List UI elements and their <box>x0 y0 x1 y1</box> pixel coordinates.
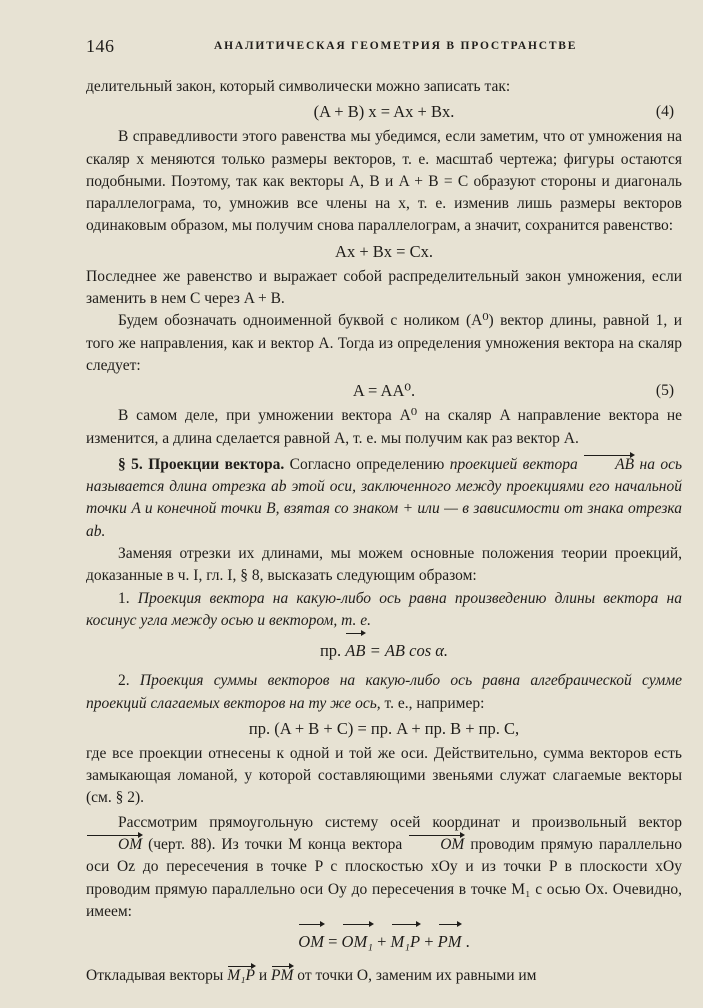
section-5-paragraph <box>86 454 682 543</box>
equation-projection-sum-text: пр. (A + B + C) = пр. A + пр. B + пр. C, <box>248 718 520 738</box>
paragraph-where: где все проекции отнесены к одной и той же оси. Действительно, сумма векторов есть замыкающая ломаной, у которой составляющими звеньями служат слагаемые векторы (см. § 2). <box>86 744 682 807</box>
consider-part-c: проводим прямую параллельно оси Oz до пересечения в точке P с плоскостью xOy и из точки P в плоскости xOy проводим прямую параллельно оси Oy до пересечения в точке M₁ с осью Ox. Очевидно, имеем: <box>86 836 682 920</box>
paragraph-intro: делительный закон, который символически можно записать так: <box>86 78 511 95</box>
equation-4-number: (4) <box>655 103 674 121</box>
equation-om-term-2: M₁P <box>391 923 421 961</box>
list-item-1-number: 1. <box>118 589 130 607</box>
equation-5-number: (5) <box>655 382 674 400</box>
definition-part-1: проекцией вектора <box>449 455 578 473</box>
section-heading: § 5. Проекции вектора. <box>118 455 285 473</box>
list-item-1-text: Проекция вектора на какую-либо ось равна произведению длины вектора на косинус угла между осью и вектором, т. е. <box>86 589 682 629</box>
equation-om-left: OM <box>298 923 324 961</box>
consider-part-a: Рассмотрим прямоугольную систему осей координат и произвольный вектор <box>118 813 682 831</box>
list-item-2 <box>86 670 682 715</box>
paragraph-consider <box>86 812 682 923</box>
vector-pm: PM <box>271 965 293 987</box>
vector-om-second: OM <box>408 834 464 856</box>
page-body <box>86 76 682 988</box>
equation-projection-vector: AB <box>345 632 365 670</box>
equation-5 <box>86 377 682 405</box>
equation-projection-prefix: пр. <box>319 641 342 661</box>
equation-om: OM = OM₁ + M₁P + PM . <box>86 923 682 959</box>
section-lead: Согласно определению <box>289 455 445 473</box>
list-item-2-number: 2. <box>118 672 130 690</box>
vector-m1p: M₁P <box>227 965 255 987</box>
equation-om-term-1: OM₁ <box>342 923 373 961</box>
paragraph-last-equality: Последнее же равенство и выражает собой распределительный закон умножения, если заменить в нем C через A + B. <box>86 267 682 308</box>
last-part-a: Откладывая векторы <box>86 967 224 985</box>
running-title: АНАЛИТИЧЕСКАЯ ГЕОМЕТРИЯ В ПРОСТРАНСТВЕ <box>214 40 578 52</box>
equation-4-text: (A + B) x = Ax + Bx. <box>313 102 455 122</box>
definition-part-2: на ось называется длина отрезка ab этой оси, заключенного между проекциями его начальной точки A и конечной точки B, взятая со знаком + или — в зависимости от знака отрезка ab. <box>86 455 683 540</box>
equation-projection-rest: = AB cos α. <box>369 641 449 661</box>
list-item-1 <box>86 588 682 633</box>
list-item-2-tail: т. е., например: <box>384 694 485 712</box>
equation-om-term-3: PM <box>438 923 462 961</box>
equation-projection <box>86 632 682 668</box>
vector-om: OM <box>86 834 142 856</box>
list-item-2-text: Проекция суммы векторов на какую-либо ось равна алгебраической сумме проекций слагаемых векторов на ту же ось, <box>86 672 682 712</box>
page-number: 146 <box>86 36 115 56</box>
paragraph-last <box>86 965 682 987</box>
vector-ab: AB <box>583 454 634 476</box>
paragraph-direction: В самом деле, при умножении вектора A⁰ на скаляр A направление вектора не изменится, а длина сделается равной A, т. е. мы получим как раз вектор A. <box>86 407 682 447</box>
consider-part-b: (черт. 88). Из точки M конца вектора <box>148 836 403 854</box>
equation-sum <box>86 238 682 266</box>
equation-5-text: A = AA⁰. <box>352 381 416 401</box>
equation-projection-sum <box>86 715 682 743</box>
equation-sum-text: Ax + Bx = Cx. <box>335 241 433 261</box>
last-and: и <box>258 967 268 985</box>
last-part-b: от точки O, заменим их равными им <box>297 967 537 985</box>
equation-4 <box>86 98 682 126</box>
paragraph-replace: Заменяя отрезки их длинами, мы можем основные положения теории проекций, доказанные в ч. I, гл. I, § 8, высказать следующим образом: <box>86 545 682 585</box>
paragraph-justification: В справедливости этого равенства мы убедимся, если заметим, что от умножения на скаляр x меняются только размеры векторов, т. е. масштаб чертежа; фигуры остаются подобными. Поэтому, так как векторы A, B и A + B = C образуют стороны и диагональ параллелограма, то, умножив все члены на x, т. е. изменив лишь размеры векторов одинаковым образом, мы получим снова параллелограм, а значит, сохранится равенство: <box>86 128 682 235</box>
paragraph-unit-vector: Будем обозначать одноименной буквой с ноликом (A⁰) вектор длины, равной 1, и того же направления, как и вектор A. Тогда из определения умножения вектора на скаляр следует: <box>86 312 682 374</box>
